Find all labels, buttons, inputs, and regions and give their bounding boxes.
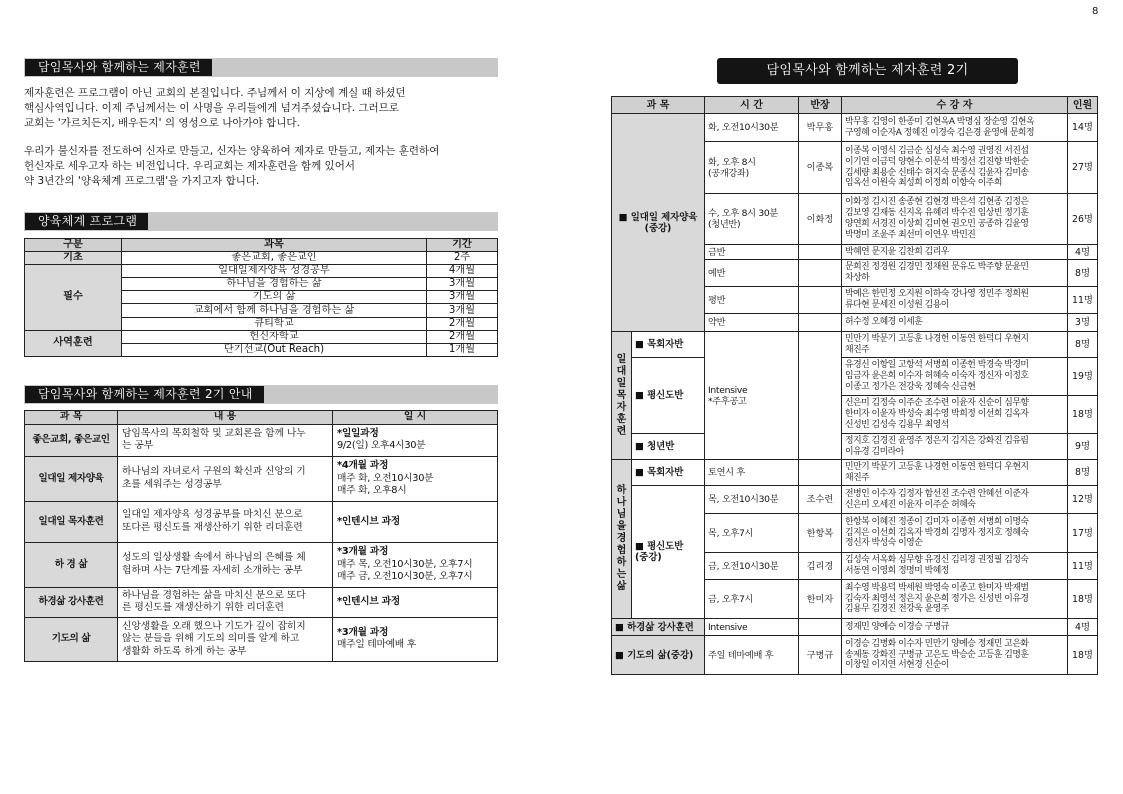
header-time: 시 간 [705,97,799,114]
header-students: 수 강 자 [842,97,1068,114]
count-cell: 18명 [1068,396,1098,434]
period-cell: 1개월 [427,343,498,356]
table-row [25,501,498,542]
time-cell: 주일 테마예배 후 [705,636,799,675]
table-header-row [25,410,498,424]
content-cell: 일대일 제자양육 성경공부를 마치신 분으로 또다른 평신도를 재생산하기 위한 리더훈련 [118,501,333,542]
students-cell: 박혜연 문지윤 김찬희 김리우 [842,245,1068,260]
schedule-cell [333,542,498,587]
students-cell: 이경승 김병화 이수자 민만기 양예승 정재민 고은화 송제동 강화진 구병규 고은도 박승순 고등훈 김명훈 이창일 이지연 서현경 신순이 [842,636,1068,675]
content-cell: 하나님의 자녀로서 구원의 확신과 신앙의 기 초를 세워주는 성경공부 [118,456,333,501]
header-schedule: 일 시 [333,410,498,424]
subject-cell: 좋은교회, 좋은교인 [25,424,118,456]
period-cell: 3개월 [427,278,498,291]
students-cell: 민만기 박문기 고등훈 나경헌 이동연 한덕디 우현지 채진주 [842,460,1068,486]
schedule-detail: 매주일 테마예배 후 [337,639,416,651]
table-row [612,114,1098,142]
count-cell: 3명 [1068,314,1098,332]
time-cell: 토연시 후 [705,460,799,486]
subject-cell: 큐티학교 [122,317,427,330]
subject-cell: 기도의 삶 [25,617,118,661]
students-cell: 박예은 한민정 오지원 이하숙 강나영 정민주 정희원 류다현 문세진 이성원 김용이 [842,287,1068,314]
leader-cell [799,314,842,332]
time-cell: 화, 오전10시30분 [705,114,799,142]
period-cell: 4개월 [427,265,498,278]
table-row [25,424,498,456]
leader-cell: 한항복 [799,514,842,553]
students-cell: 한항복 이혜진 정종이 김미자 이종헌 서병희 이명숙 김지은 이선희 김옥자 박경희 김명자 정지호 정혜숙 정신자 박성숙 이영순 [842,514,1068,553]
subject-cell: 일대일 목자훈련 [25,501,118,542]
program-heading: 양육체계 프로그램 [25,213,148,230]
schedule-cell [333,587,498,617]
group-label: ■ 일대일 제자양육 (중강) [612,114,705,332]
time-cell: 금반 [705,245,799,260]
schedule-title: *4개월 과정 [337,460,389,472]
schedule-title: *일일과정 [337,427,379,439]
count-cell: 8명 [1068,260,1098,287]
sub-group-label: ■ 청년반 [632,434,705,460]
content-cell: 하나님을 경험하는 삶을 마치신 분으로 또다 른 평신도를 재생산하기 위한 리더훈련 [118,587,333,617]
period-cell: 3개월 [427,304,498,317]
table-row [25,252,498,265]
sub-group-label: ■ 목회자반 [632,332,705,358]
students-cell: 허수정 오혜경 이세훈 [842,314,1068,332]
table-row [25,330,498,343]
leader-cell [799,287,842,314]
period-cell: 2개월 [427,330,498,343]
category-cell: 기초 [25,252,122,265]
content-cell: 담임목사의 목회철학 및 교회론을 함께 나누 는 공부 [118,424,333,456]
table-row [612,619,1098,636]
header-subject: 과 목 [612,97,705,114]
count-cell: 17명 [1068,514,1098,553]
schedule-title: *인텐시브 과정 [337,515,400,527]
count-cell: 14명 [1068,114,1098,142]
students-cell: 정재민 양예승 이경승 구병규 [842,619,1068,636]
schedule-title: *3개월 과정 [337,626,389,638]
subject-cell: 하경삶 강사훈련 [25,587,118,617]
subject-cell: 일대일 제자양육 [25,456,118,501]
students-cell: 문희진 정경원 김경민 정채원 문유도 박주향 문윤민 차상하 [842,260,1068,287]
time-cell: 금, 오후7시 [705,580,799,619]
period-cell: 2개월 [427,317,498,330]
subject-cell: 일대일제자양육 성경공부 [122,265,427,278]
page-number: 8 [1092,6,1099,17]
count-cell: 27명 [1068,142,1098,194]
leader-cell [799,260,842,287]
schedule-title: *3개월 과정 [337,546,389,558]
intro-heading: 담임목사와 함께하는 제자훈련 [25,59,212,76]
guide-section-header [24,385,498,404]
table-row [25,265,498,278]
students-cell: 이화정 김시진 송종현 김현경 박은석 김현종 김정은 김보영 김재동 신지옥 유혜리 박수진 임상빈 정기훈 양연희 서경진 이상희 김미현 권오민 공종하 김윤영 박명미 조윤주 최선미 이연우 박민진 [842,194,1068,245]
period-cell: 2주 [427,252,498,265]
table-row [612,358,1098,396]
table-row [612,636,1098,675]
leader-cell: 구병규 [799,636,842,675]
time-cell: Intensive *주후공고 [705,332,799,460]
sub-group-label: ■ 평신도반 [632,358,705,434]
time-cell: 약반 [705,314,799,332]
right-page [611,96,1097,675]
leader-cell: 이종복 [799,142,842,194]
header-period: 기간 [427,239,498,252]
students-cell: 정지호 김경진 윤영주 정은지 김지은 강화진 김유림 이유경 김미라아 [842,434,1068,460]
table-row [25,617,498,661]
roster-title: 담임목사와 함께하는 제자훈련 2기 [717,58,1018,84]
header-subject: 과 목 [25,410,118,424]
header-category: 구분 [25,239,122,252]
group-label: ■ 하경삶 강사훈련 [612,619,705,636]
header-leader: 반장 [799,97,842,114]
schedule-detail: 9/2(일) 오후4시30분 [337,440,426,452]
time-cell: 목, 오전10시30분 [705,486,799,514]
count-cell: 11명 [1068,553,1098,580]
schedule-cell [333,617,498,661]
table-row [25,587,498,617]
category-cell: 필수 [25,265,122,330]
group-label: 하 나 님 을 경 험 하 는 삶 [612,460,632,619]
schedule-detail: 매주 화, 오전10시30분 매주 화, 오후8시 [337,472,434,497]
students-cell: 신은미 김정숙 이주순 조수련 이윤자 신순이 심무향 한미자 이윤자 박성숙 최수영 박희정 이선희 김옥자 신성빈 김성숙 김용무 최영석 [842,396,1068,434]
time-cell: 목, 오후7시 [705,514,799,553]
group-label: ■ 기도의 삶(중강) [612,636,705,675]
table-header-row [612,97,1098,114]
time-cell: 금, 오전10시30분 [705,553,799,580]
schedule-cell [333,501,498,542]
count-cell: 12명 [1068,486,1098,514]
leader-cell [799,332,842,460]
leader-cell: 한미자 [799,580,842,619]
table-row [25,542,498,587]
count-cell: 9명 [1068,434,1098,460]
count-cell: 4명 [1068,245,1098,260]
students-cell: 전병인 이수자 김정자 함선진 조수련 안혜선 이준자 신은미 오세진 이윤자 이주순 허혜숙 [842,486,1068,514]
table-row [612,332,1098,358]
students-cell: 민만기 박문기 고등훈 나경헌 이동연 한덕디 우현지 채진주 [842,332,1068,358]
sub-group-label: ■ 목회자반 [632,460,705,486]
table-header-row [25,239,498,252]
header-content: 내 용 [118,410,333,424]
time-cell: 수, 오후 8시 30분 (청년반) [705,194,799,245]
intro-section-header [24,58,498,77]
intro-paragraph-1: 제자훈련은 프로그램이 아닌 교회의 본질입니다. 주님께서 이 지상에 계실 때 하셨던 핵심사역입니다. 이제 주님께서는 이 사명을 우리들에게 넘겨주셨습니다. 그러므로 교회는 '가르치든지, 배우든지' 의 영성으로 나아가야 합니다. [24,87,406,129]
count-cell: 11명 [1068,287,1098,314]
time-cell: 예반 [705,260,799,287]
leader-cell: 이화정 [799,194,842,245]
period-cell: 3개월 [427,291,498,304]
time-cell: 평반 [705,287,799,314]
count-cell: 4명 [1068,619,1098,636]
students-cell: 유경신 이항일 고항석 서병희 이종헌 박경숙 박경미 임금자 윤은희 이수자 허혜숙 이숙자 정신자 이정호 이종고 정가은 전강욱 정혜숙 신금현 [842,358,1068,396]
guide-table [24,410,498,662]
schedule-cell [333,424,498,456]
students-cell: 최수영 박용덕 박세원 박영숙 이종고 한미자 박재범 김숙자 최영석 정은지 윤은희 정가은 신성빈 이유경 김용무 김경진 전강욱 윤영주 [842,580,1068,619]
count-cell: 18명 [1068,636,1098,675]
leader-cell [799,619,842,636]
time-cell: Intensive [705,619,799,636]
category-cell: 사역훈련 [25,330,122,356]
header-subject: 과목 [122,239,427,252]
guide-heading: 담임목사와 함께하는 제자훈련 2기 안내 [25,386,264,403]
schedule-detail: 매주 목, 오전10시30분, 오후7시 매주 금, 오전10시30분, 오후7시 [337,558,473,583]
subject-cell: 하 경 삶 [25,542,118,587]
table-row [25,456,498,501]
subject-cell: 헌신자학교 [122,330,427,343]
roster-table [611,96,1098,675]
count-cell: 18명 [1068,580,1098,619]
left-page [24,58,498,662]
content-cell: 신앙생활을 오래 했으나 기도가 깊이 잡히지 않는 분들을 위해 기도의 의미를 알게 하고 생활화 하도록 하게 하는 공부 [118,617,333,661]
subject-cell: 기도의 삶 [122,291,427,304]
program-section-header [24,212,498,231]
sub-group-label: ■ 평신도반 (중강) [632,486,705,619]
leader-cell [799,245,842,260]
count-cell: 19명 [1068,358,1098,396]
subject-cell: 하나님을 경험하는 삶 [122,278,427,291]
count-cell: 26명 [1068,194,1098,245]
leader-cell: 김리경 [799,553,842,580]
table-row [612,486,1098,514]
students-cell: 박무홍 김영이 한종미 김현옥A 박명심 장순영 김현옥 구영혜 이순자A 정혜진 이경숙 김은경 윤영애 문희정 [842,114,1068,142]
content-cell: 성도의 일상생활 속에서 하나님의 은혜를 체 험하며 사는 7단계를 자세히 소개하는 공부 [118,542,333,587]
subject-cell: 교회에서 함께 하나님을 경험하는 삶 [122,304,427,317]
count-cell: 8명 [1068,460,1098,486]
time-cell: 화, 오후 8시 (공개강좌) [705,142,799,194]
intro-paragraph-2: 우리가 불신자를 전도하여 신자로 만들고, 신자는 양육하여 제자로 만들고, 제자는 훈련하여 헌신자로 세우고자 하는 비전입니다. 우리교회는 제자훈련을 함께 있어서 약 3년간의 '양육체계 프로그램'을 가지고자 합니다. [24,145,440,187]
students-cell: 김성숙 서옥화 심무향 유경신 김리경 권정필 김정숙 서동연 이영희 정명미 박혜정 [842,553,1068,580]
students-cell: 이종복 이영식 김금순 심성숙 최수영 권영진 서진섭 이기연 이금덕 양현수 이문석 박정선 김진향 박한순 김세량 최용순 신태수 허지숙 문종식 김윤자 김미송 임옥선 이원숙 최성희 이정희 이향숙 이주희 [842,142,1068,194]
schedule-cell [333,456,498,501]
leader-cell [799,460,842,486]
count-cell: 8명 [1068,332,1098,358]
subject-cell: 좋은교회, 좋은교인 [122,252,427,265]
program-table [24,238,498,357]
header-count: 인원 [1068,97,1098,114]
group-label: 일 대 일 목 자 훈 련 [612,332,632,460]
table-row [612,434,1098,460]
schedule-title: *인텐시브 과정 [337,596,400,608]
subject-cell: 단기선교(Out Reach) [122,343,427,356]
leader-cell: 박무홍 [799,114,842,142]
leader-cell: 조수련 [799,486,842,514]
table-row [612,460,1098,486]
